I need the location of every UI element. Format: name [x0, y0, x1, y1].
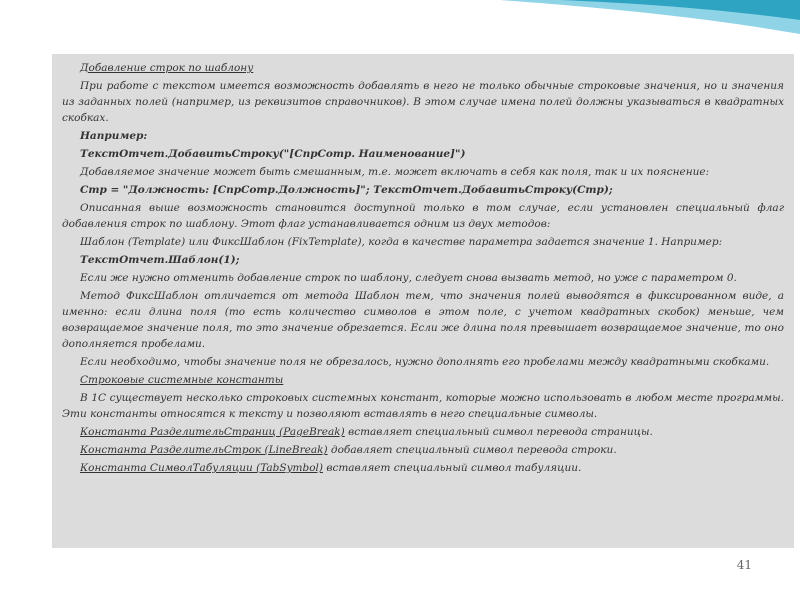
- code-line-2: Стр = "Должность: [СпрСотр.Должность]"; ТекстОтчет.ДобавитьСтроку(Стр);: [80, 184, 613, 196]
- constant-desc: вставляет специальный символ табуляции.: [323, 462, 582, 474]
- slide-text: [62, 60, 784, 478]
- constant-link[interactable]: Константа РазделительСтрок (LineBreak): [80, 444, 328, 456]
- constant-item: [62, 442, 784, 458]
- para-intro: При работе с текстом имеется возможность добавлять в него не только обычные строковые значения, но и значения из заданных полей (например, из реквизитов справочников). В этом случае имена полей должны указываться в квадратных скобках.: [62, 80, 784, 124]
- heading-2: Строковые системные константы: [80, 374, 284, 386]
- heading: Добавление строк по шаблону: [80, 62, 254, 74]
- code-line-3: ТекстОтчет.Шаблон(1);: [80, 254, 240, 266]
- para-flag: Описанная выше возможность становится доступной только в том случае, если установлен специальный флаг добавления строк по шаблону. Этот флаг устанавливается одним из двух методов:: [62, 202, 784, 230]
- constant-desc: вставляет специальный символ перевода страницы.: [344, 426, 653, 438]
- para-cancel: Если же нужно отменить добавление строк по шаблону, следует снова вызвать метод, но уже с параметром 0.: [80, 272, 737, 284]
- para-mixed: Добавляемое значение может быть смешанным, т.е. может включать в себя как поля, так и их пояснение:: [80, 166, 710, 178]
- constant-link[interactable]: Константа СимволТабуляции (TabSymbol): [80, 462, 323, 474]
- para-constants: В 1С существует несколько строковых системных констант, которые можно использовать в любом месте программы. Эти константы относятся к тексту и позволяют вставлять в него специальные символы.: [62, 392, 784, 420]
- example-label: Например:: [80, 130, 148, 142]
- page-number: 41: [736, 558, 752, 572]
- para-fix: Метод ФиксШаблон отличается от метода Шаблон тем, что значения полей выводятся в фиксированном виде, а именно: если длина поля (то есть количество символов в этом поле, с учетом квадратных скобок) меньше, чем возвращаемое значение поля, то это значение обрезается. Если же длина поля превышает возвращаемое значение, то оно дополняется пробелами.: [62, 290, 784, 350]
- constant-item: [62, 460, 784, 476]
- corner-decoration: [500, 0, 800, 40]
- constant-desc: добавляет специальный символ перевода строки.: [327, 444, 617, 456]
- constant-link[interactable]: Константа РазделительСтраниц (PageBreak): [80, 426, 345, 438]
- para-spaces: Если необходимо, чтобы значение поля не обрезалось, нужно дополнять его пробелами между квадратными скобками.: [80, 356, 770, 368]
- constant-item: [62, 424, 784, 440]
- para-template: Шаблон (Template) или ФиксШаблон (FixTemplate), когда в качестве параметра задается значение 1. Например:: [80, 236, 723, 248]
- code-line-1: ТекстОтчет.ДобавитьСтроку("[СпрСотр. Наименование]"): [80, 148, 466, 160]
